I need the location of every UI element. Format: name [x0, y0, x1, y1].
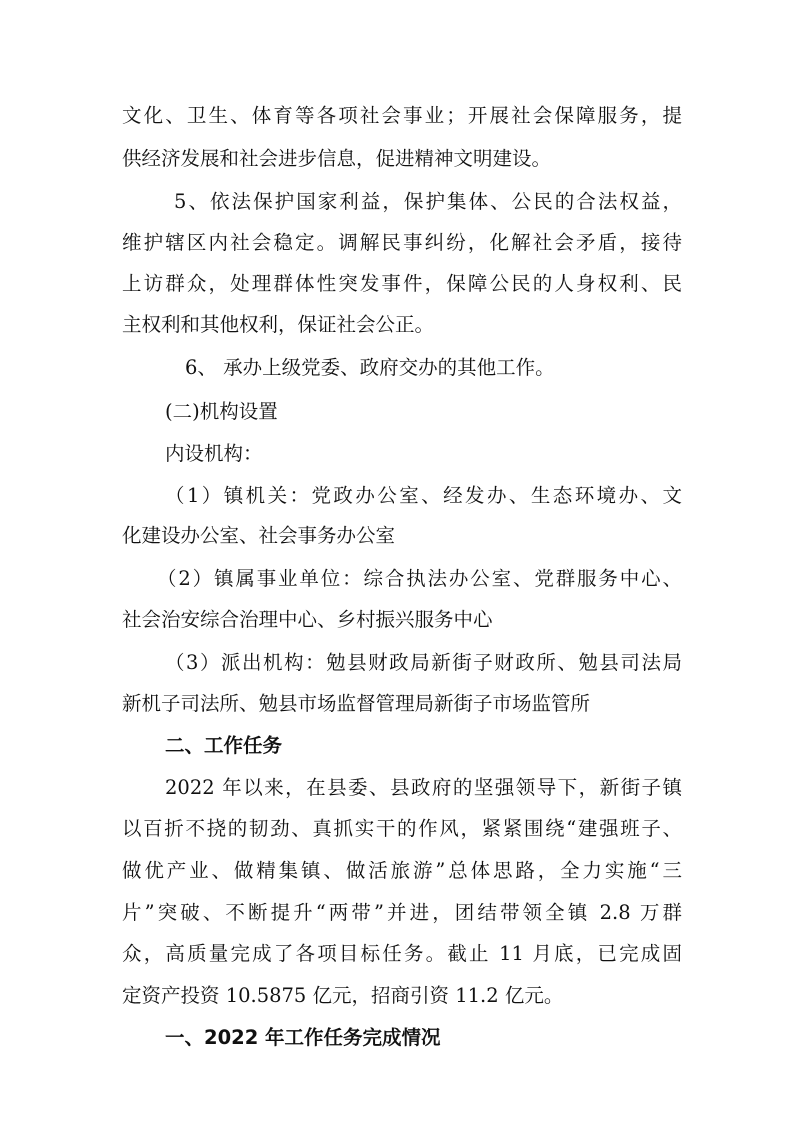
text-line: 上访群众，处理群体性突发事件，保障公民的人身权利、民	[122, 272, 682, 295]
text-line: 定资产投资 10.5875 亿元，招商引资 11.2 亿元。	[122, 984, 564, 1007]
text-line: 片”突破、不断提升“两带”并进，团结带领全镇 2.8 万群	[122, 901, 682, 924]
text-line: 主权利和其他权利，保证社会公正。	[122, 313, 435, 336]
section-heading: 二、工作任务	[165, 734, 283, 757]
section-heading: (二)机构设置	[165, 400, 278, 423]
text-line: 2022 年以来，在县委、县政府的坚强领导下，新街子镇	[165, 776, 682, 799]
section-heading: 一、2022 年工作任务完成情况	[165, 1026, 441, 1049]
text-line: 以百折不挠的韧劲、真抓实干的作风，紧紧围绕“建强班子、	[122, 817, 682, 840]
text-line: 社会治安综合治理中心、乡村振兴服务中心	[122, 608, 493, 631]
text-line: 内设机构：	[165, 442, 263, 465]
text-line: 化建设办公室、社会事务办公室	[122, 524, 396, 547]
text-line: 众，高质量完成了各项目标任务。截止 11 月底，已完成固	[122, 942, 682, 965]
text-line: 5、依法保护国家利益，保护集体、公民的合法权益，	[174, 190, 682, 213]
text-line: 维护辖区内社会稳定。调解民事纠纷，化解社会矛盾，接待	[122, 231, 682, 254]
text-line: （2）镇属事业单位：综合执法办公室、党群服务中心、	[157, 567, 682, 590]
text-line: （1）镇机关：党政办公室、经发办、生态环境办、文	[165, 484, 682, 507]
text-line: 文化、卫生、体育等各项社会事业；开展社会保障服务，提	[122, 104, 682, 127]
text-line: 供经济发展和社会进步信息，促进精神文明建设。	[122, 147, 552, 170]
text-line: （3）派出机构：勉县财政局新街子财政所、勉县司法局	[165, 651, 682, 674]
text-line: 做优产业、做精集镇、做活旅游”总体思路，全力实施“三	[122, 859, 682, 882]
text-line: 新机子司法所、勉县市场监督管理局新街子市场监管所	[122, 692, 591, 715]
text-line: 6、 承办上级党委、政府交办的其他工作。	[185, 356, 555, 379]
